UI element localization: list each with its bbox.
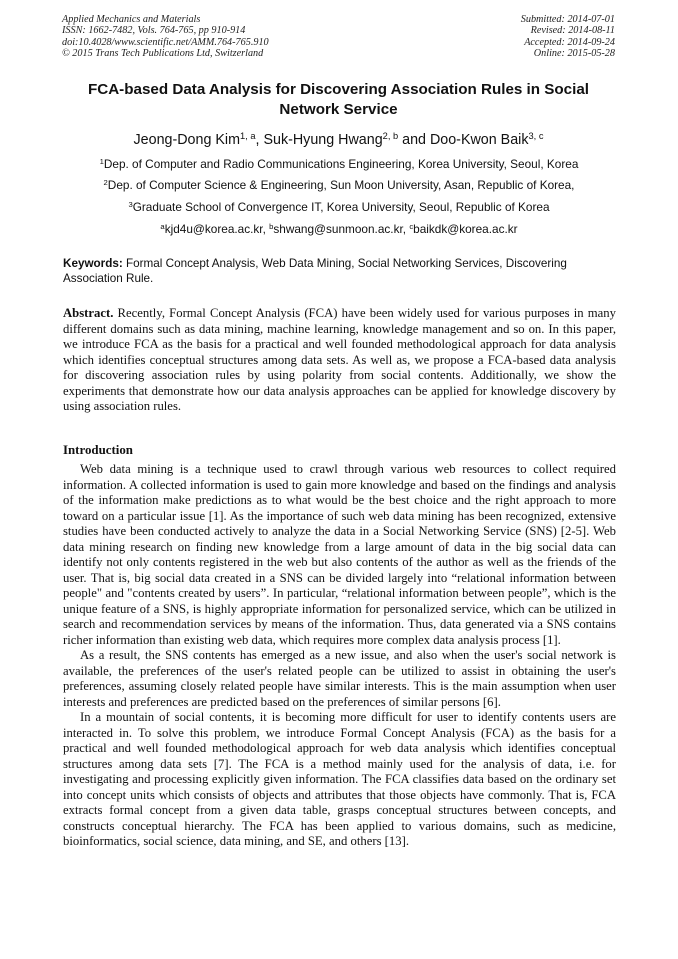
journal-name: Applied Mechanics and Materials xyxy=(62,14,201,25)
affiliation-1 xyxy=(40,157,638,171)
affiliation-text: Graduate School of Convergence IT, Korea University, Seoul, Republic of Korea xyxy=(132,200,550,214)
affiliation-marker: 2 xyxy=(103,177,108,187)
affiliation-3 xyxy=(40,200,638,214)
author-superscript: 3, c xyxy=(528,130,544,141)
email-text: shwang@sunmoon.ac.kr, xyxy=(273,222,410,236)
paragraph: As a result, the SNS contents has emerged as a new issue, and also when the user's social network is available, the preferences of the user's related people can be utilized to assist in obtaining the user's preferences, assuming closely related people have similar interests. This is the main assumption when user interests and preferences are predicted based on the preferences of similar persons [6]. xyxy=(63,648,616,709)
paragraph: Web data mining is a technique used to crawl through various web resources to collect required information. A collected information is used to gain more knowledge and based on the findings and analysis of the information make predictions as to what would be the best choice and the right approach to more toward on a particular issue [1]. As the importance of such web data mining has been recognized, extensive studies have been conducted actively to analyze the data in a Social Networking Service (SNS) [2-5]. Web data mining research on finding new knowledge from a large amount of data in the big social data can identify not only contents registered in the web but also contents of the author as well as the friends of the user. That is, big social data created in a SNS can be divided largely into “relational information between people" and "contents created by users”. In particular, “relational information between people”, which is the unique feature of a SNS, is highly appropriate information for personalized service, which can be utilized in search and recommendation services by means of the information. Thus, data generated via a SNS contains richer information than existing web data, which requires more complex data analysis process [1]. xyxy=(63,462,616,647)
author-superscript: 1, a xyxy=(240,130,256,141)
keywords-label: Keywords: xyxy=(63,257,123,270)
abstract-label: Abstract. xyxy=(63,306,114,320)
author-list xyxy=(62,131,615,149)
affiliation-marker: 3 xyxy=(128,199,133,209)
abstract-text: Recently, Formal Concept Analysis (FCA) have been widely used for various purposes in many different domains such as data mining, machine learning, knowledge management and so on. In this paper, we introduce FCA as the basis for a practical and well founded methodological approach for data analysis which identifies conceptual structures among data sets. As well as, we propose a FCA-based data analysis for discovering association rules by using polarity from social contents. Additionally, we show the experiments that demonstrate how our data analysis approaches can be applied for knowledge discovery by using association rules. xyxy=(63,306,616,413)
introduction-body xyxy=(63,462,616,850)
keywords-text: Formal Concept Analysis, Web Data Mining, Social Networking Services, Discovering Association Rule. xyxy=(63,257,567,285)
author-emails xyxy=(40,222,638,236)
journal-doi: doi:10.4028/www.scientific.net/AMM.764-765.910 xyxy=(62,36,269,48)
author-separator: , xyxy=(255,132,264,148)
email-marker: c xyxy=(409,221,414,231)
paper-title: FCA-based Data Analysis for Discovering Association Rules in Social Network Service xyxy=(87,81,590,118)
journal-issn: ISSN: 1662-7482, Vols. 764-765, pp 910-914 xyxy=(62,25,246,37)
abstract-block xyxy=(63,306,616,415)
email-text: baikdk@korea.ac.kr xyxy=(413,222,518,236)
paragraph: In a mountain of social contents, it is becoming more difficult for user to identify contents users are interacted in. To solve this problem, we introduce Formal Concept Analysis (FCA) as the basis for a practical and well founded methodological approach for web data analysis which identifies conceptual structures among data sets [7]. The FCA is a method mainly used for the analysis of data, i.e. for investigating and processing explicitly given information. The FCA classifies data based on the ordinary set into concept units which consists of objects and attributes that those objects have commonly. That is, FCA extracts formal concept from a given data table, grasps conceptual structures between concepts, and constructs conceptual hierarchy. The FCA has been applied to various domains, such as medicine, bioinformatics, social science, data mining, and SE, and others [13]. xyxy=(63,710,616,848)
date-submitted: Submitted: 2014-07-01 xyxy=(520,14,615,25)
affiliation-marker: 1 xyxy=(99,156,104,166)
date-accepted: Accepted: 2014-09-24 xyxy=(524,36,615,48)
journal-info xyxy=(62,14,269,59)
author-name: Jeong-Dong Kim xyxy=(133,132,241,148)
author-name: Doo-Kwon Baik xyxy=(429,132,529,148)
author-superscript: 2, b xyxy=(382,130,399,141)
date-online: Online: 2015-05-28 xyxy=(533,47,615,59)
journal-copyright: © 2015 Trans Tech Publications Ltd, Switzerland xyxy=(62,47,264,59)
email-marker: a xyxy=(160,221,165,231)
affiliation-text: Dep. of Computer Science & Engineering, Sun Moon University, Asan, Republic of Korea, xyxy=(107,178,575,192)
email-text: kjd4u@korea.ac.kr, xyxy=(164,222,270,236)
author-name: Suk-Hyung Hwang xyxy=(263,132,383,148)
email-marker: b xyxy=(269,221,274,231)
section-heading-introduction: Introduction xyxy=(63,443,133,457)
affiliation-2 xyxy=(40,178,638,192)
affiliation-text: Dep. of Computer and Radio Communications Engineering, Korea University, Seoul, Korea xyxy=(103,157,579,171)
keywords-block xyxy=(63,256,616,286)
submission-dates xyxy=(521,14,615,59)
author-separator: and xyxy=(398,132,430,148)
date-revised: Revised: 2014-08-11 xyxy=(530,25,615,37)
